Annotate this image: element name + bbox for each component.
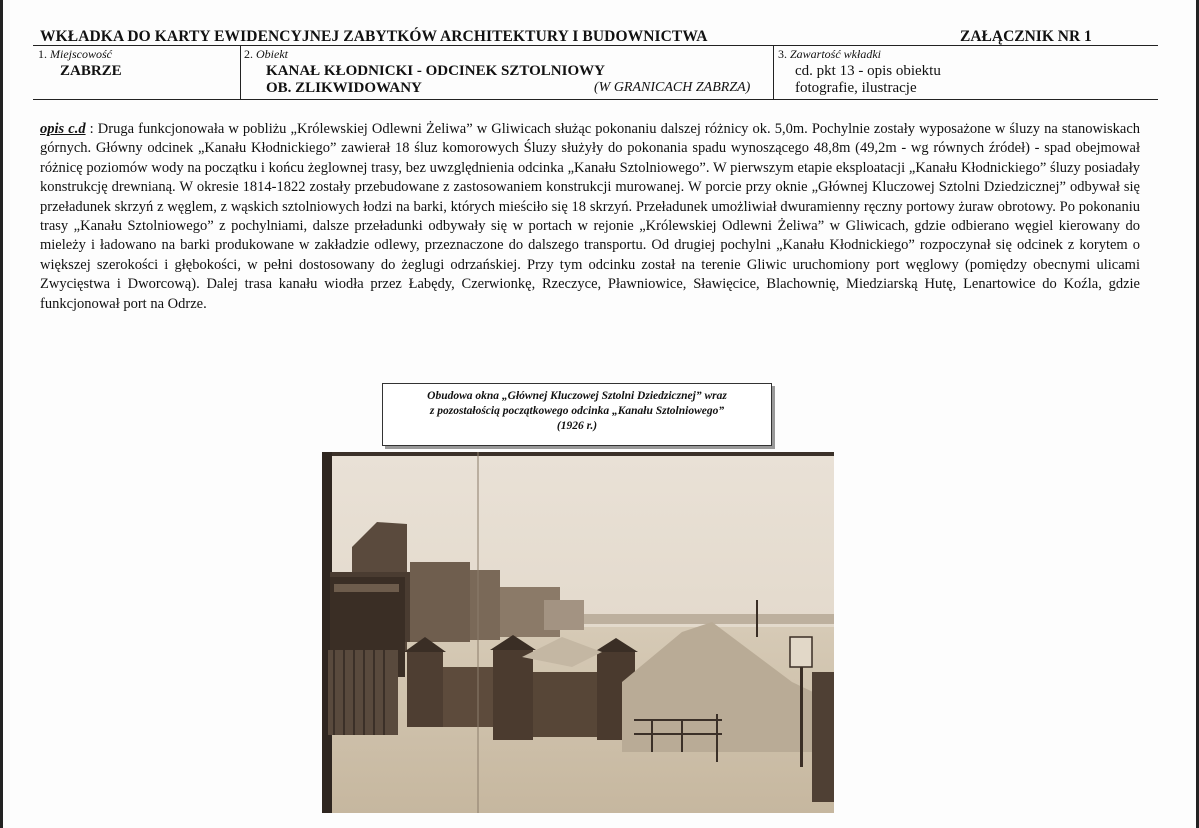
- field-3-caption: Zawartość wkładki: [790, 47, 882, 61]
- form-title: WKŁADKA DO KARTY EWIDENCYJNEJ ZABYTKÓW ARCHITEKTURY I BUDOWNICTWA: [40, 28, 708, 45]
- field-3-value-line1: cd. pkt 13 - opis obiektu: [795, 63, 941, 79]
- header-rule-top: [33, 45, 1158, 46]
- field-2-number: 2.: [244, 47, 253, 61]
- header-rule-bottom: [33, 99, 1158, 100]
- field-2-note: (W GRANICACH ZABRZA): [594, 80, 751, 95]
- caption-line-3: (1926 r.): [556, 420, 598, 432]
- field-3-label: [778, 47, 881, 62]
- historic-photograph: [322, 452, 834, 813]
- scan-edge-left: [0, 0, 3, 828]
- field-1-caption: Miejscowość: [50, 47, 112, 61]
- description-paragraph: [40, 120, 1140, 314]
- description-lead: opis c.d: [40, 121, 86, 137]
- field-2-label: [244, 47, 288, 62]
- field-1-number: 1.: [38, 47, 47, 61]
- field-divider-2: [773, 45, 774, 100]
- caption-line-2: z pozostałością początkowego odcinka „Kanału Sztolniowego”: [429, 405, 725, 417]
- field-2-caption: Obiekt: [256, 47, 288, 61]
- field-1-value: ZABRZE: [60, 63, 122, 79]
- field-3-value-line2: fotografie, ilustracje: [795, 80, 917, 96]
- caption-line-1: Obudowa okna „Głównej Kluczowej Sztolni Dziedzicznej” wraz: [427, 390, 727, 402]
- field-2-value-line1: KANAŁ KŁODNICKI - ODCINEK SZTOLNIOWY: [266, 63, 605, 79]
- photo-image: [322, 452, 834, 813]
- photo-caption-box: [382, 383, 772, 446]
- field-2-value-line2: OB. ZLIKWIDOWANY: [266, 80, 422, 96]
- field-1-label: [38, 47, 112, 62]
- field-3-number: 3.: [778, 47, 787, 61]
- attachment-number: ZAŁĄCZNIK NR 1: [960, 28, 1092, 45]
- field-divider-1: [240, 45, 241, 100]
- description-text: : Druga funkcjonowała w pobliżu „Królewskiej Odlewni Żeliwa” w Gliwicach służąc pokonaniu dalszej różnicy ok. 5,0m. Pochylnie zostały wyposażone w śluzy na stanowiskach górnych. Główny odcinek „Kanału Kłodnickiego” zawierał 18 śluz komorowych Śluzy służyły do pokonania spadu wynoszącego 48,8m (49,2m - wg równych źródeł) - spad obejmował różnicę poziomów wody na początku i końcu żeglownej trasy, bez uwzględnienia odcinka „Kanału Sztolniowego”. W pierwszym etapie eksploatacji „Kanału Kłodnickiego” śluzy posiadały konstrukcję drewnianą. W okresie 1814-1822 zostały przebudowane z zastosowaniem konstrukcji murowanej. W porcie przy oknie „Głównej Kluczowej Sztolni Dziedzicznej” odbywał się przeładunek skrzyń z węglem, z wąskich sztolniowych łodzi na barki, których mieściło się 18 skrzyń. Przeładunek umożliwiał dwuramienny ręczny portowy żuraw obrotowy. Po pokonaniu trasy „Kanału Sztolniowego” z pochylniami, dalsze przeładunki odbywały się w portach w rejonie „Królewskiej Odlewni Żeliwa” w Gliwicach, gdzie odbierano węgiel kierowany do mieleży i ładowano na barki produkowane w zakładzie odlewy, przeznaczone do dalszego transportu. Od drugiej pochylni „Kanału Kłodnickiego” rozpoczynał się odcinek z korytem o większej szerokości i głębokości, w pełni dostosowany do żeglugi odrzańskiej. Przy tym odcinku został na terenie Gliwic uruchomiony port węglowy (pomiędzy obecnymi ulicami Zwycięstwa i Dworcową). Dalej trasa kanału wiodła przez Łabędy, Czerwionkę, Rzeczyce, Pławniowice, Sławięcice, Blachownię, Miedziarską Hutę, Lenartowice do Koźla, gdzie funkcjonował port na Odrze.: [40, 121, 1141, 312]
